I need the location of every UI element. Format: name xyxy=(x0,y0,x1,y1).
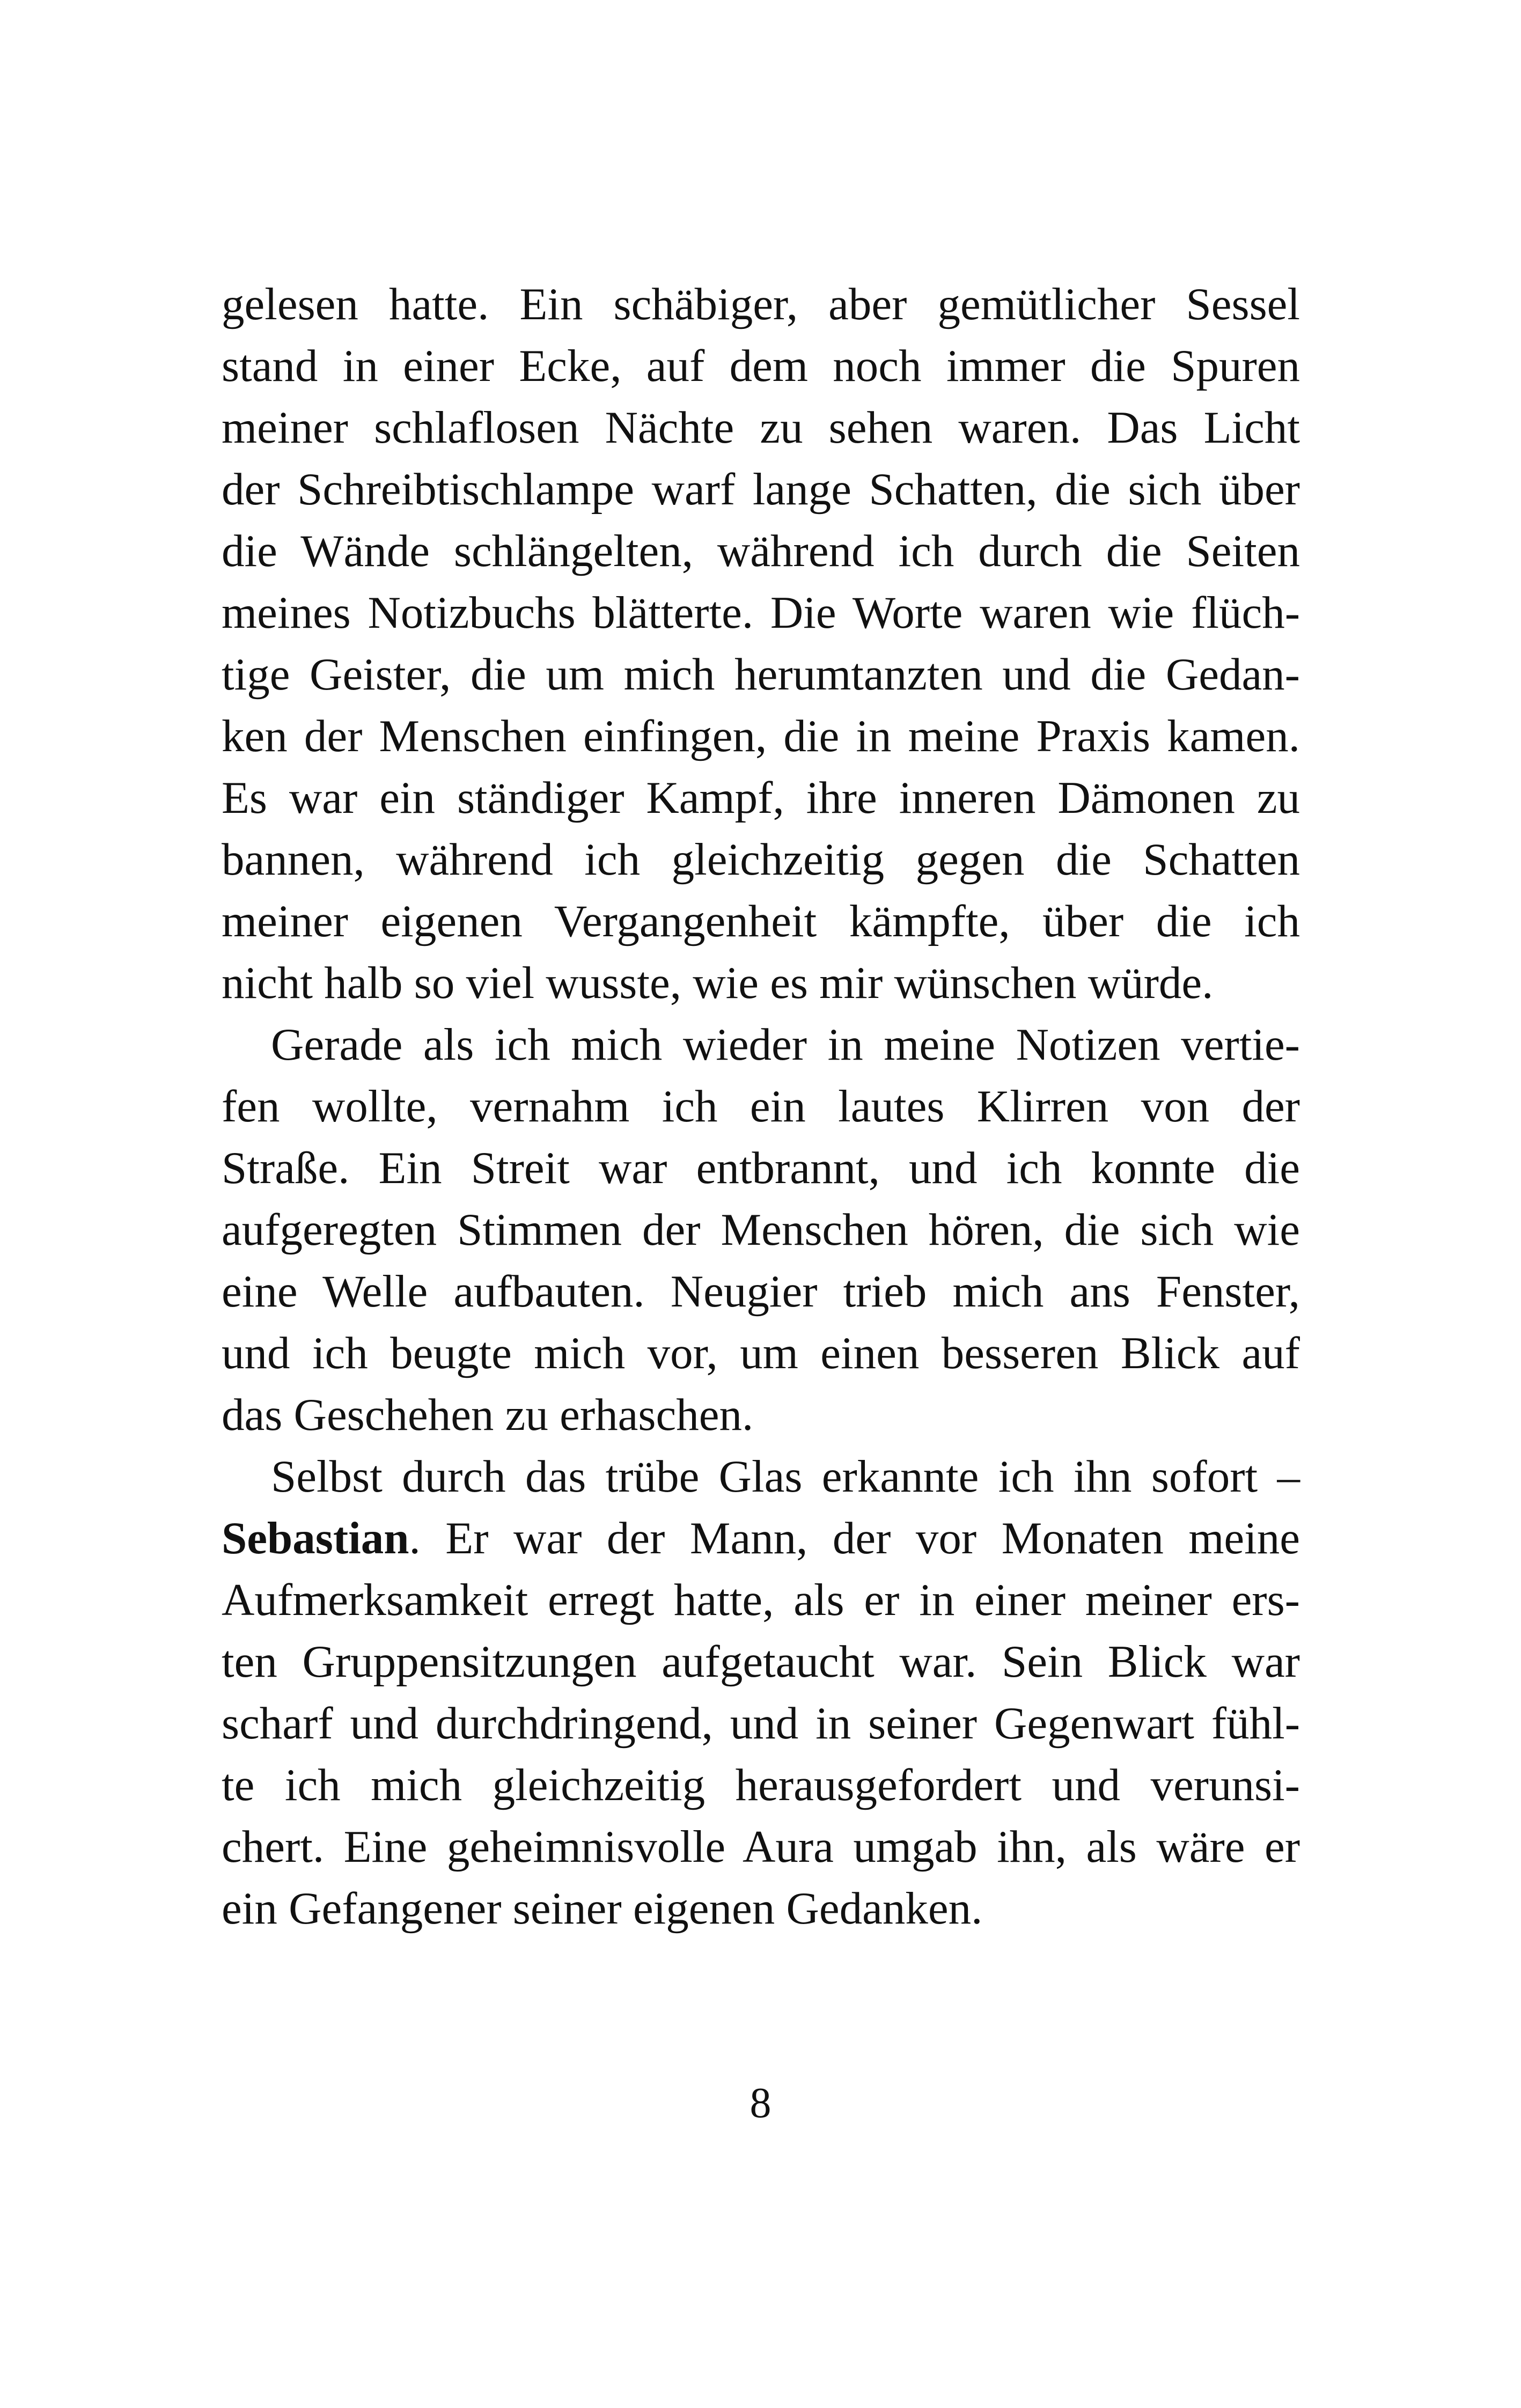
text-line: das Geschehen zu erhaschen. xyxy=(222,1390,754,1440)
character-name: Sebastian xyxy=(222,1513,409,1563)
text-line: meiner schlaflosen Nächte zu sehen waren. Das Licht xyxy=(222,402,1300,453)
text-line: gelesen hatte. Ein schäbiger, aber gemütlicher Sessel xyxy=(222,279,1300,329)
text-fragment: . Er war der Mann, der vor Monaten meine xyxy=(409,1513,1300,1563)
text-line: nicht halb so viel wusste, wie es mir wünschen würde. xyxy=(222,958,1214,1008)
page-number: 8 xyxy=(750,2080,771,2127)
body-text xyxy=(222,274,1300,1940)
text-line: ken der Menschen einfingen, die in meine Praxis kamen. xyxy=(222,711,1300,761)
text-line: bannen, während ich gleichzeitig gegen die Schatten xyxy=(222,834,1300,885)
text-line: der Schreibtischlampe warf lange Schatten, die sich über xyxy=(222,464,1300,515)
text-line: stand in einer Ecke, auf dem noch immer die Spuren xyxy=(222,341,1300,391)
text-line: aufgeregten Stimmen der Menschen hören, die sich wie xyxy=(222,1205,1300,1255)
paragraph xyxy=(222,1446,1300,1940)
text-line: Aufmerksamkeit erregt hatte, als er in einer meiner ers- xyxy=(222,1575,1300,1625)
text-line: meines Notizbuchs blätterte. Die Worte waren wie flüch- xyxy=(222,588,1300,638)
text-line: scharf und durchdringend, und in seiner Gegenwart fühl- xyxy=(222,1698,1300,1749)
text-line: und ich beugte mich vor, um einen besseren Blick auf xyxy=(222,1328,1300,1378)
text-line: Es war ein ständiger Kampf, ihre inneren Dämonen zu xyxy=(222,773,1300,823)
text-line: tige Geister, die um mich herumtanzten und die Gedan- xyxy=(222,649,1300,700)
paragraph xyxy=(222,274,1300,1014)
text-line: Straße. Ein Streit war entbrannt, und ich konnte die xyxy=(222,1143,1300,1193)
text-line: te ich mich gleichzeitig herausgefordert und verunsi- xyxy=(222,1760,1300,1810)
paragraph xyxy=(222,1014,1300,1446)
text-line: die Wände schlängelten, während ich durch die Seiten xyxy=(222,526,1300,576)
text-line: Selbst durch das trübe Glas erkannte ich ihn sofort – xyxy=(271,1451,1300,1502)
text-line: ein Gefangener seiner eigenen Gedanken. xyxy=(222,1883,983,1934)
text-line: meiner eigenen Vergangenheit kämpfte, über die ich xyxy=(222,896,1300,946)
text-line: chert. Eine geheimnisvolle Aura umgab ihn, als wäre er xyxy=(222,1822,1300,1872)
text-line xyxy=(222,1508,1300,1569)
text-line: Gerade als ich mich wieder in meine Notizen vertie- xyxy=(271,1019,1300,1070)
text-line: eine Welle aufbauten. Neugier trieb mich ans Fenster, xyxy=(222,1266,1300,1317)
text-line: fen wollte, vernahm ich ein lautes Klirren von der xyxy=(222,1081,1300,1132)
text-line: ten Gruppensitzungen aufgetaucht war. Sein Blick war xyxy=(222,1636,1300,1687)
